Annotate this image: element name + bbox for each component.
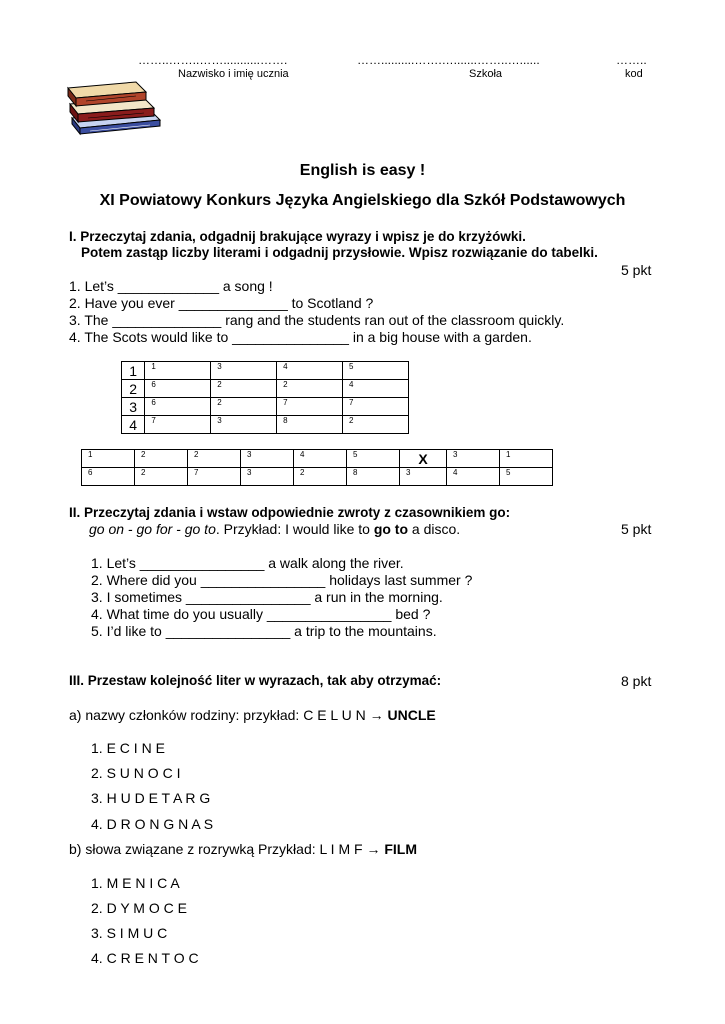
anagram-b-2: 2. D Y M O C E — [91, 900, 187, 916]
example-post: a disco. — [408, 521, 461, 537]
solution-cell[interactable]: 2 — [294, 468, 347, 486]
solution-cell-x: X — [400, 450, 447, 468]
solution-cell[interactable]: 6 — [82, 468, 135, 486]
crossword-cell[interactable]: 1 — [145, 362, 211, 380]
section2-example — [89, 521, 460, 537]
part-b-text: b) słowa związane z rozrywką Przykład: L I M F → — [69, 841, 385, 857]
code-dots: …….. — [616, 53, 647, 67]
crossword-cell[interactable]: 7 — [343, 398, 409, 416]
solution-cell[interactable]: 8 — [347, 468, 400, 486]
solution-cell[interactable]: 4 — [447, 468, 500, 486]
crossword-cell[interactable]: 6 — [145, 398, 211, 416]
solution-cell[interactable]: 3 — [400, 468, 447, 486]
anagram-b-1: 1. M E N I C A — [91, 875, 180, 891]
example-pre: . Przykład: I would like to — [215, 521, 374, 537]
crossword-cell[interactable]: 4 — [343, 380, 409, 398]
crossword-cell[interactable]: 5 — [343, 362, 409, 380]
solution-cell[interactable]: 5 — [500, 468, 553, 486]
section2-points: 5 pkt — [621, 521, 652, 537]
crossword-cell[interactable]: 2 — [277, 380, 343, 398]
solution-cell[interactable]: 5 — [347, 450, 400, 468]
crossword-cell[interactable]: 4 — [277, 362, 343, 380]
row-number: 4 — [122, 416, 145, 434]
crossword-cell[interactable]: 3 — [211, 416, 277, 434]
school-dots: ……..........…….….......……..…...... — [357, 53, 540, 67]
solution-table — [81, 449, 553, 486]
solution-cell[interactable]: 1 — [82, 450, 135, 468]
go-phrases: go on - go for - go to — [89, 521, 216, 537]
solution-cell[interactable]: 7 — [188, 468, 241, 486]
section1-line2: Potem zastąp liczby literami i odgadnij przysłowie. Wpisz rozwiązanie do tabelki. — [81, 245, 598, 260]
crossword-cell[interactable]: 2 — [211, 380, 277, 398]
section3-points: 8 pkt — [621, 673, 652, 689]
solution-cell[interactable]: 3 — [241, 468, 294, 486]
anagram-b-4: 4. C R E N T O C — [91, 950, 199, 966]
solution-cell[interactable]: 3 — [447, 450, 500, 468]
solution-cell[interactable]: 2 — [135, 450, 188, 468]
sentence-2: 2. Have you ever ______________ to Scotland ? — [69, 295, 374, 311]
crossword-cell[interactable]: 2 — [343, 416, 409, 434]
crossword-row — [122, 416, 409, 434]
part-b-example: FILM — [384, 841, 417, 857]
anagram-b-3: 3. S I M U C — [91, 925, 168, 941]
part-a-instruction — [69, 707, 436, 723]
part-a-example: UNCLE — [387, 707, 436, 723]
crossword-cell[interactable]: 7 — [145, 416, 211, 434]
section1-points: 5 pkt — [621, 262, 652, 278]
crossword-row — [122, 380, 409, 398]
crossword-cell[interactable]: 7 — [277, 398, 343, 416]
contest-title: XI Powiatowy Konkurs Języka Angielskiego dla Szkół Podstawowych — [99, 192, 626, 209]
code-label: kod — [625, 68, 643, 80]
name-dots: ……..……..……...........……. — [138, 53, 288, 67]
anagram-a-2: 2. S U N O C I — [91, 765, 181, 781]
example-bold: go to — [373, 521, 409, 537]
go-item-1: 1. Let’s ________________ a walk along the river. — [91, 555, 404, 571]
crossword-grid — [121, 361, 409, 434]
crossword-cell[interactable]: 2 — [211, 398, 277, 416]
crossword-row — [122, 362, 409, 380]
solution-cell[interactable]: 1 — [500, 450, 553, 468]
school-label: Szkoła — [469, 68, 503, 80]
section2-title: II. Przeczytaj zdania i wstaw odpowiednie zwroty z czasownikiem go: — [69, 505, 511, 520]
anagram-a-4: 4. D R O N G N A S — [91, 816, 214, 832]
anagram-a-1: 1. E C I N E — [91, 740, 165, 756]
row-number: 1 — [122, 362, 145, 380]
solution-row — [82, 450, 553, 468]
solution-cell[interactable]: 2 — [188, 450, 241, 468]
go-item-3: 3. I sometimes ________________ a run in the morning. — [91, 589, 443, 605]
go-item-4: 4. What time do you usually ________________ bed ? — [91, 606, 431, 622]
name-label: Nazwisko i imię ucznia — [178, 68, 289, 80]
sentence-4: 4. The Scots would like to _______________ in a big house with a garden. — [69, 329, 532, 345]
page-title: English is easy ! — [299, 162, 426, 179]
solution-row — [82, 468, 553, 486]
crossword-cell[interactable]: 3 — [211, 362, 277, 380]
books-icon — [66, 78, 166, 136]
sentence-3: 3. The ______________ rang and the students ran out of the classroom quickly. — [69, 312, 565, 328]
go-item-2: 2. Where did you ________________ holidays last summer ? — [91, 572, 473, 588]
go-item-5: 5. I’d like to ________________ a trip to the mountains. — [91, 623, 437, 639]
sentence-1: 1. Let’s _____________ a song ! — [69, 278, 273, 294]
row-number: 3 — [122, 398, 145, 416]
crossword-row — [122, 398, 409, 416]
part-b-instruction — [69, 841, 417, 857]
section3-title: III. Przestaw kolejność liter w wyrazach, tak aby otrzymać: — [69, 673, 442, 688]
solution-cell[interactable]: 2 — [135, 468, 188, 486]
solution-cell[interactable]: 4 — [294, 450, 347, 468]
crossword-cell[interactable]: 6 — [145, 380, 211, 398]
part-a-text: a) nazwy członków rodziny: przykład: C E L U N → — [69, 707, 388, 723]
section1-line1: I. Przeczytaj zdania, odgadnij brakujące wyrazy i wpisz je do krzyżówki. — [69, 229, 526, 244]
anagram-a-3: 3. H U D E T A R G — [91, 790, 211, 806]
row-number: 2 — [122, 380, 145, 398]
solution-cell[interactable]: 3 — [241, 450, 294, 468]
crossword-cell[interactable]: 8 — [277, 416, 343, 434]
